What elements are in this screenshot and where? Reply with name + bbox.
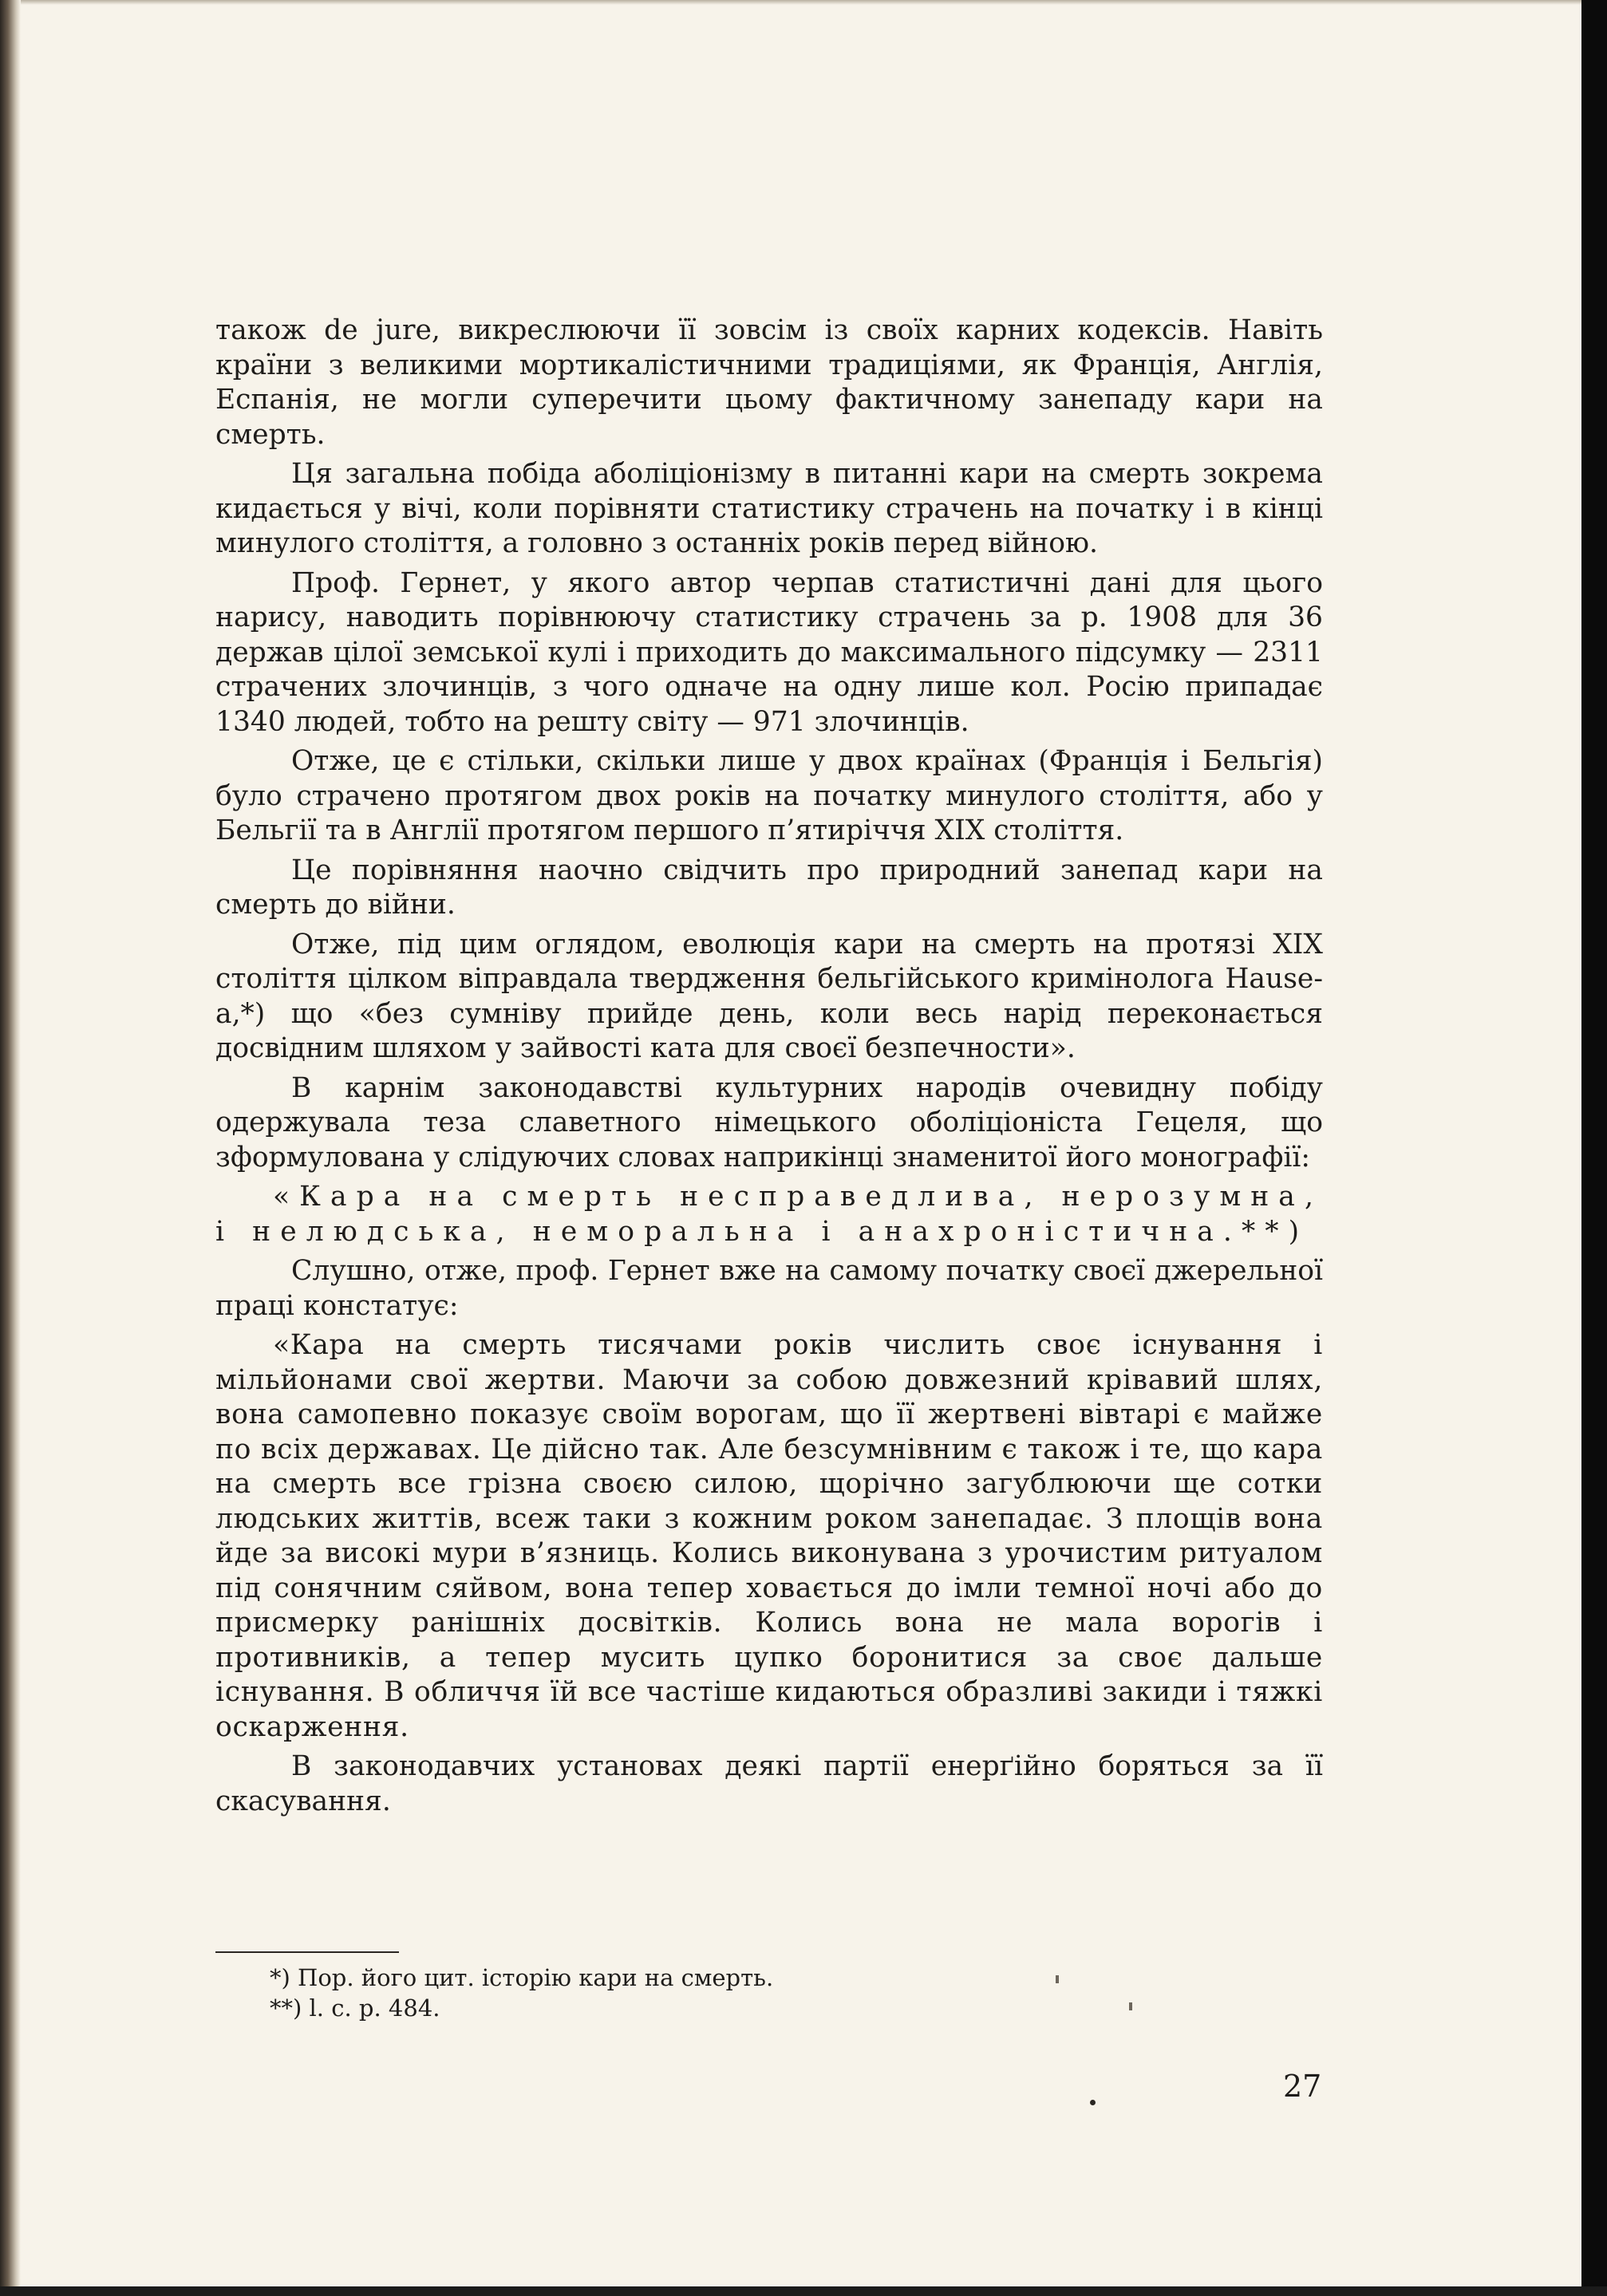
quote-gernet: «Кара на смерть тисячами років числить своє існування і мільйонами свої жертви. Маючи за собою довжезний крівавий шлях, вона самопевно показує своїм ворогам, що її жертвені вівтарі є майже по всіх державах. Це дійсно так. Але безсумнівним є також і те, що кара на смерть все грізна своєю силою, щорічно загублюючи ще сотки людських життів, всеж таки з кожним роком занепадає. З площів вона йде за високі мури в’язниць. Колись виконувана з урочистим ритуалом під сонячним сяйвом, вона тепер ховається до імли темної ночі або до присмерку ранішніх досвітків. Колись вона не мала ворогів і противників, а тепер мусить цупко боронитися за своє дальше існування. В обличчя їй все частіше кидаються образливі закиди і тяжкі оскарження. <box>215 1329 1323 1743</box>
scan-speck <box>1056 1975 1059 1983</box>
paragraph-3: Проф. Гернет, у якого автор черпав статистичні дані для цього нарису, наводить порівнюючу статистику страчень за р. 1908 для 36 держав цілої земської кулі і приходить до максимального підсумку — 2311 страчених злочинців, з чого одначе на одну лише кол. Росію припадає 1340 людей, тобто на решту світу — 971 злочинців. <box>215 566 1323 738</box>
scan-speck <box>1129 2002 1132 2010</box>
paragraph-1: також de jure, викреслюючи її зовсім із своїх карних кодексів. Навіть країни з великими мортикалістичними традиціями, як Франція, Англія, Еспанія, не могли суперечити цьому фактичному занепаду кари на смерть. <box>215 314 1323 451</box>
paragraph-4: Отже, це є стільки, скільки лише у двох країнах (Франція і Бельгія) було страчено протягом двох років на початку минулого століття, або у Бельгії та в Англії протягом першого п’ятиріччя XIX століття. <box>215 745 1323 846</box>
footnotes <box>270 1963 1227 2023</box>
body-text <box>215 314 1323 1824</box>
page-top-edge <box>0 0 1607 5</box>
page-number: 27 <box>1283 2069 1322 2104</box>
footnote-rule <box>215 1951 399 1953</box>
paragraph-7: В карнім законодавстві культурних народів очевидну побіду одержувала теза славетного німецького оболіціоніста Гецеля, що зформулована у слідуючих словах наприкінці знаменитої його монографії: <box>215 1071 1323 1174</box>
paragraph-9: Слушно, отже, проф. Гернет вже на самому початку своєї джерельної праці констатує: <box>215 1255 1323 1322</box>
paragraph-5: Це порівняння наочно свідчить про природний занепад кари на смерть до війни. <box>215 854 1323 921</box>
paragraph-11: В законодавчих установах деякі партії енерґійно боряться за її скасування. <box>215 1750 1323 1817</box>
scan-border-right <box>1581 0 1607 2296</box>
paragraph-6: Отже, під цим оглядом, еволюція кари на смерть на протязі XIX століття цілком віправдала твердження бельгійського кримінолога Hause-a,*) що «без сумніву прийде день, коли весь нарід переконається досвідним шляхом у зайвості ката для своєї безпечности». <box>215 928 1323 1064</box>
page-binding-edge <box>0 0 21 2296</box>
scan-border-bottom <box>0 2286 1607 2296</box>
footnote-1: *) Пор. його цит. історію кари на смерть. <box>270 1964 774 1991</box>
paragraph-2: Ця загальна побіда аболіціонізму в питанні кари на смерть зокрема кидається у вічі, коли порівняти статистику страчень на початку і в кінці минулого століття, а головно з останніх років перед війною. <box>215 458 1323 559</box>
scan-dot <box>1090 2100 1096 2105</box>
quote-hetzel: «Кара на смерть несправедлива, нерозумна, і нелюдська, неморальна і анахроністична.**) <box>215 1181 1323 1248</box>
footnote-2: **) l. c. p. 484. <box>270 1994 440 2022</box>
